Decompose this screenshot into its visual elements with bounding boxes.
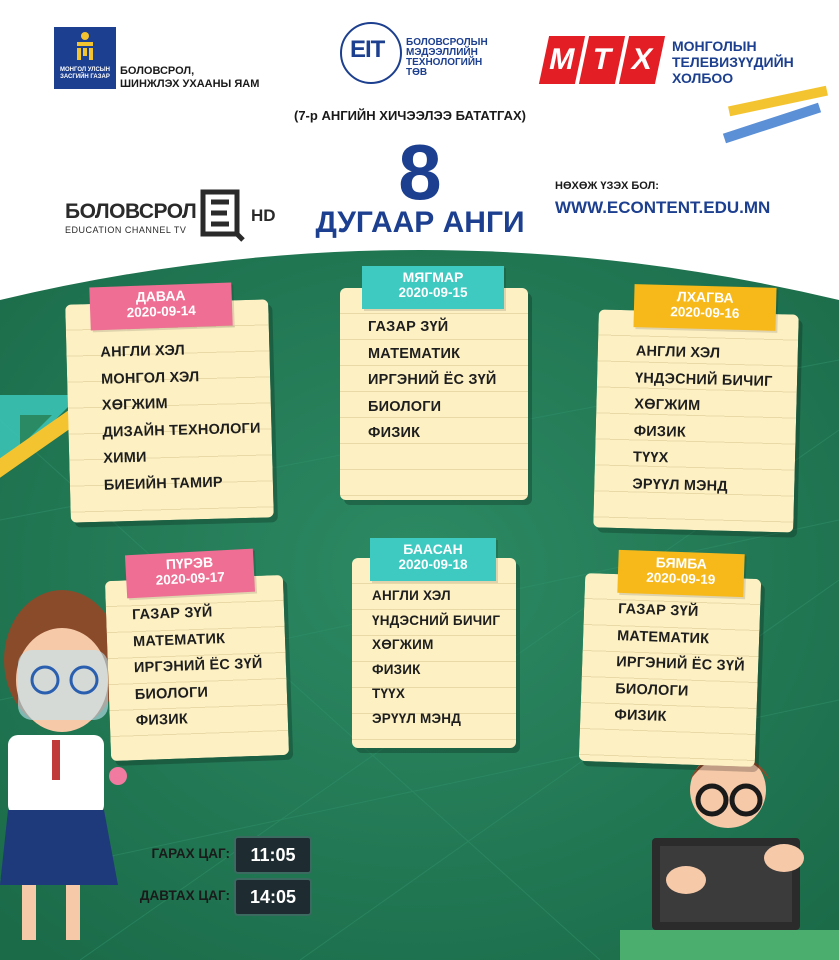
- mtx-letter: M: [539, 36, 585, 84]
- subject-item: ФИЗИК: [372, 661, 421, 677]
- day-tag-wednesday: [633, 284, 776, 331]
- subject-item: ГАЗАР ЗҮЙ: [368, 319, 449, 335]
- subject-item: ҮНДЭСНИЙ БИЧИГ: [372, 612, 501, 628]
- channel-subtitle: EDUCATION CHANNEL TV: [65, 225, 187, 235]
- subject-item: ХӨГЖИМ: [634, 396, 701, 415]
- subtitle: (7-р АНГИЙН ХИЧЭЭЛЭЭ БАТАТГАХ): [294, 108, 526, 123]
- channel-hd: HD: [251, 206, 276, 225]
- day-card-thursday: [105, 575, 289, 761]
- day-date: 2020-09-15: [398, 285, 468, 300]
- subject-item: ФИЗИК: [135, 711, 189, 730]
- emblem-caption: МОНГОЛ УЛСЫН ЗАСГИЙН ГАЗАР: [60, 67, 110, 80]
- day-card-monday: [65, 299, 274, 522]
- subject-item: ИРГЭНИЙ ЁС ЗҮЙ: [133, 655, 263, 677]
- day-date: 2020-09-17: [155, 569, 226, 588]
- day-tag-tuesday: [362, 266, 504, 309]
- subject-item: АНГЛИ ХЭЛ: [100, 342, 186, 361]
- mtx-letter: T: [579, 36, 625, 84]
- day-card-tuesday: [340, 288, 528, 500]
- day-name: БЯМБА: [655, 554, 708, 572]
- day-tag-thursday: [125, 549, 255, 599]
- subject-item: МАТЕМАТИК: [616, 627, 710, 647]
- day-name: ДАВАА: [135, 287, 186, 305]
- subject-item: ХИМИ: [103, 449, 147, 467]
- subject-item: ФИЗИК: [633, 422, 687, 441]
- subject-item: ГАЗАР ЗҮЙ: [617, 601, 699, 620]
- subject-item: БИОЛОГИ: [134, 684, 209, 703]
- day-card-saturday: [579, 573, 761, 767]
- subject-item: БИЕИЙН ТАМИР: [103, 474, 223, 494]
- subject-list: [100, 336, 262, 499]
- subject-item: ЭРҮҮЛ МЭНД: [372, 710, 462, 726]
- air-time-label: ГАРАХ ЦАГ:: [151, 846, 230, 861]
- day-date: 2020-09-19: [646, 569, 716, 588]
- grade-label: ДУГААР АНГИ: [315, 206, 525, 239]
- subject-list: [614, 596, 747, 733]
- subject-item: ФИЗИК: [368, 425, 421, 441]
- mtx-logo: [540, 36, 810, 96]
- eit-logo: [340, 22, 540, 82]
- repeat-time-row: [120, 878, 312, 914]
- subject-item: МОНГОЛ ХЭЛ: [100, 368, 200, 388]
- repeat-time-value: 14:05: [234, 878, 312, 916]
- education-channel-logo: [65, 188, 295, 244]
- subject-list: [368, 314, 497, 447]
- mongolia-emblem-icon: [54, 27, 116, 89]
- mtx-name: МОНГОЛЫН ТЕЛЕВИЗҮҮДИЙН ХОЛБОО: [672, 38, 794, 86]
- day-tag-monday: [89, 283, 232, 331]
- ministry-name: БОЛОВСРОЛ, ШИНЖЛЭХ УХААНЫ ЯАМ: [120, 65, 260, 90]
- day-tag-friday: [370, 538, 496, 581]
- grade-number: 8: [398, 128, 442, 216]
- subject-item: ИРГЭНИЙ ЁС ЗҮЙ: [615, 654, 745, 675]
- subject-item: ТҮҮХ: [632, 449, 669, 467]
- subject-list: [132, 598, 265, 735]
- subject-item: АНГЛИ ХЭЛ: [372, 588, 451, 603]
- subject-item: ЭРҮҮЛ МЭНД: [632, 475, 729, 495]
- day-date: 2020-09-16: [670, 304, 740, 321]
- repeat-time-label: ДАВТАХ ЦАГ:: [139, 888, 230, 903]
- subject-item: ФИЗИК: [614, 707, 667, 725]
- subject-item: БИОЛОГИ: [615, 680, 689, 700]
- eit-letters: EIT: [350, 36, 385, 63]
- air-time-row: [120, 836, 312, 872]
- subject-item: ДИЗАЙН ТЕХНОЛОГИ: [102, 420, 261, 441]
- day-name: ЛХАГВА: [676, 288, 734, 306]
- day-card-wednesday: [593, 309, 799, 532]
- subject-item: БИОЛОГИ: [368, 398, 442, 415]
- air-time-value: 11:05: [234, 836, 312, 874]
- subject-item: МАТЕМАТИК: [368, 345, 461, 362]
- day-date: 2020-09-14: [126, 302, 196, 321]
- watch-info: [555, 180, 770, 218]
- day-card-friday: [352, 558, 516, 748]
- subject-list: [372, 584, 500, 731]
- day-name: МЯГМАР: [402, 269, 464, 285]
- channel-e-icon: [197, 188, 245, 242]
- subject-item: ИРГЭНИЙ ЁС ЗҮЙ: [368, 372, 497, 388]
- day-tag-saturday: [617, 550, 744, 597]
- day-name: ПҮРЭВ: [165, 553, 214, 573]
- subject-item: ТҮҮХ: [372, 686, 406, 701]
- day-name: БААСАН: [403, 541, 463, 557]
- subject-list: [632, 338, 774, 501]
- channel-name: БОЛОВСРОЛ: [65, 200, 197, 223]
- mtx-letter: X: [619, 36, 665, 84]
- subject-item: АНГЛИ ХЭЛ: [635, 343, 721, 362]
- subject-item: МАТЕМАТИК: [132, 630, 226, 650]
- ministry-logo: [54, 27, 284, 97]
- watch-label: НӨХӨЖ ҮЗЭХ БОЛ:: [555, 180, 659, 192]
- watch-url[interactable]: WWW.ECONTENT.EDU.MN: [555, 198, 771, 217]
- subject-item: ХӨГЖИМ: [372, 637, 434, 652]
- day-date: 2020-09-18: [398, 557, 468, 572]
- subject-item: ХӨГЖИМ: [101, 396, 169, 414]
- eit-name: БОЛОВСРОЛЫН МЭДЭЭЛЛИЙН ТЕХНОЛОГИЙН ТӨВ: [406, 37, 488, 78]
- subject-item: ГАЗАР ЗҮЙ: [131, 604, 213, 624]
- subject-item: ҮНДЭСНИЙ БИЧИГ: [634, 369, 773, 390]
